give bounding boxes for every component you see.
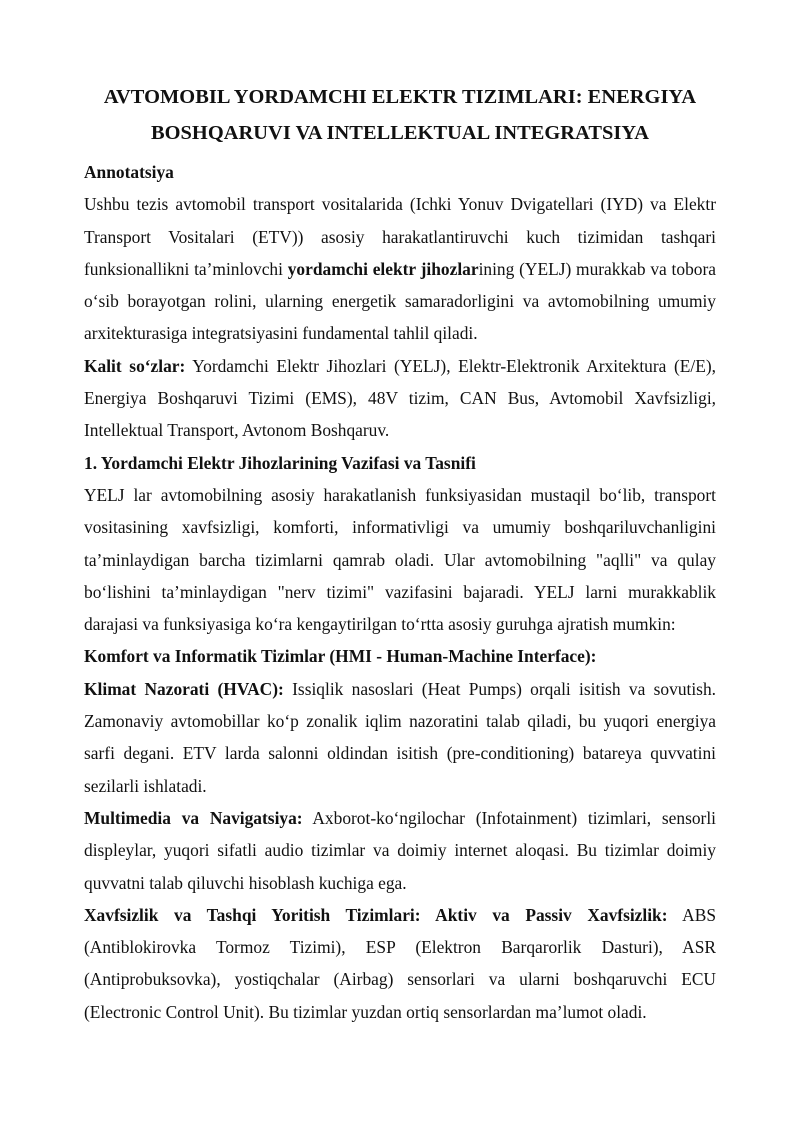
climate-text: Issiqlik nasoslari (Heat Pumps) orqali isitish va sovutish. Zamonaviy avtomobillar ko‘p zonalik iqlim nazoratini talab qiladi, bu yuqori energiya sarfi degani. ETV larda salonni oldindan isitish (pre-conditioning) batareya quvvatini sezilarli ishlatadi. (84, 678, 716, 796)
keywords-paragraph (84, 350, 716, 447)
climate-label: Klimat Nazorati (HVAC): (84, 678, 284, 699)
annotation-paragraph (84, 188, 716, 349)
multimedia-label: Multimedia va Navigatsiya: (84, 807, 303, 828)
section-1-paragraph: YELJ lar avtomobilning asosiy harakatlanish funksiyasidan mustaqil bo‘lib, transport vositasining xavfsizligi, komforti, informativligi va umumiy boshqariluvchanligini ta’minlaydigan barcha tizimlarni qamrab oladi. Ular avtomobilning "aqlli" va qulay bo‘lishini ta’minlaydigan "nerv tizimi" vazifasini bajaradi. YELJ larni murakkablik darajasi va funksiyasiga ko‘ra kengaytirilgan to‘rtta asosiy guruhga ajratish mumkin: (84, 484, 716, 635)
safety-label: Xavfsizlik va Tashqi Yoritish Tizimlari: Aktiv va Passiv Xavfsizlik: (84, 904, 668, 925)
safety-paragraph (84, 899, 716, 1028)
keywords-text: Yordamchi Elektr Jihozlari (YELJ), Elektr-Elektronik Arxitektura (E/E), Energiya Boshqaruvi Tizimi (EMS), 48V tizim, CAN Bus, Avtomobil Xavfsizligi, Intellektual Transport, Avtonom Boshqaruv. (84, 355, 716, 441)
title-line-1: AVTOMOBIL YORDAMCHI ELEKTR TIZIMLARI: ENERGIYA (103, 86, 697, 108)
multimedia-paragraph (84, 802, 716, 899)
keywords-label: Kalit so‘zlar: (84, 355, 186, 376)
page-title (84, 79, 716, 151)
climate-paragraph (84, 673, 716, 802)
multimedia-text: Axborot-ko‘ngilochar (Infotainment) tizimlari, sensorli displeylar, yuqori sifatli audio tizimlar va doimiy internet aloqasi. Bu tizimlar doimiy quvvatni talab qiluvchi hisoblash kuchiga ega. (84, 807, 716, 893)
annotation-bold-term: yordamchi elektr jihozlar (287, 258, 479, 279)
comfort-heading: Komfort va Informatik Tizimlar (HMI - Human-Machine Interface): (84, 646, 597, 667)
annotation-text-start: Ushbu tezis avtomobil transport vositalarida (Ichki Yonuv Dvigatellari (IYD) va Elektr Transport Vositalari (ETV)) asosiy harakatlantiruvchi kuch tizimidan tashqari funksionallikni ta’minlovchi (84, 194, 716, 279)
annotation-heading: Annotatsiya (84, 162, 174, 182)
title-line-2: BOSHQARUVI VA INTELLEKTUAL INTEGRATSIYA (150, 122, 650, 144)
safety-text: ABS (Antiblokirovka Tormoz Tizimi), ESP (Elektron Barqarorlik Dasturi), ASR (Antiprobuksovka), yostiqchalar (Airbag) sensorlari va ularni boshqaruvchi ECU (Electronic Control Unit). Bu tizimlar yuzdan ortiq sensorlardan ma’lumot oladi. (84, 904, 716, 1022)
annotation-text-end: ining (YELJ) murakkab va tobora o‘sib borayotgan rolini, ularning energetik samaradorligini va avtomobilning umumiy arxitekturasiga integratsiyasini fundamental tahlil qiladi. (84, 258, 716, 344)
section-1-heading: 1. Yordamchi Elektr Jihozlarining Vazifasi va Tasnifi (84, 452, 476, 473)
